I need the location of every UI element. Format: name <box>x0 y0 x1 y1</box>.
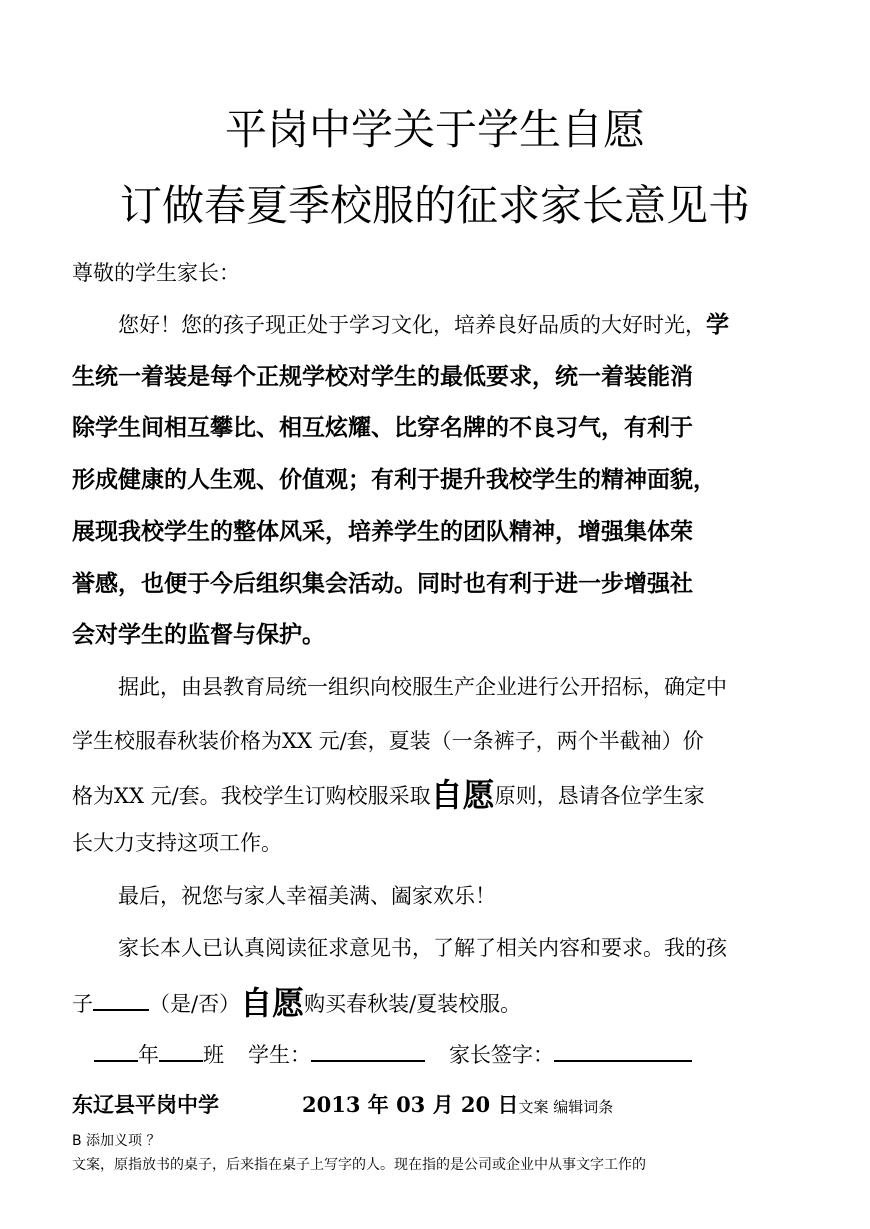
parent-sign-blank[interactable] <box>554 1038 692 1062</box>
paragraph-1-line-1-text: 您好！您的孩子现正处于学习文化，培养良好品质的大好时光， <box>118 313 706 337</box>
closing-line: 最后，祝您与家人幸福美满、阖家欢乐！ <box>118 884 496 908</box>
paragraph-2-line-2: 学生校服春秋装价格为XX 元/套，夏装（一条裤子，两个半截袖）价 <box>72 729 704 753</box>
class-blank[interactable] <box>159 1038 203 1062</box>
paragraph-2-line-3 <box>72 776 705 814</box>
confirm-line-2-post: 购买春秋装/夏装校服。 <box>304 992 522 1016</box>
paragraph-2-line-3-pre: 格为XX 元/套。我校学生订购校服采取 <box>72 784 431 808</box>
paragraph-1-line-7: 会对学生的监督与保护。 <box>72 622 325 648</box>
year-blank[interactable] <box>94 1038 138 1062</box>
paragraph-2-line-3-post: 原则，恳请各位学生家 <box>494 784 705 808</box>
confirm-line-2-mid: （是/否） <box>149 992 241 1016</box>
student-blank[interactable] <box>311 1038 425 1062</box>
year-label: 年 <box>138 1043 159 1067</box>
footer-school: 东辽县平岗中学 <box>72 1093 219 1117</box>
confirm-line-2-pre: 子 <box>72 992 93 1016</box>
paragraph-2-line-1: 据此，由县教育局统一组织向校服生产企业进行公开招标，确定中 <box>118 675 727 699</box>
paragraph-1-line-1 <box>72 310 729 340</box>
student-label: 学生： <box>248 1043 311 1067</box>
confirm-line-2 <box>72 984 522 1022</box>
footer-note-1: B 添加义项 ？ <box>72 1133 161 1149</box>
voluntary-emphasis-2: 自愿 <box>240 984 305 1022</box>
footer-date: 2013 年 03 月 20 日 <box>302 1092 519 1117</box>
form-line <box>72 1038 692 1070</box>
paragraph-1-line-3: 除学生间相互攀比、相互炫耀、比穿名牌的不良习气，有利于 <box>72 415 693 441</box>
footer-date-line <box>302 1090 613 1122</box>
paragraph-1-line-2: 生统一着装是每个正规学校对学生的最低要求，统一着装能消 <box>72 364 693 390</box>
voluntary-emphasis: 自愿 <box>430 776 495 814</box>
paragraph-1-line-4: 形成健康的人生观、价值观；有利于提升我校学生的精神面貌， <box>72 467 716 493</box>
footer-tag: 文案 编辑词条 <box>518 1098 614 1116</box>
class-label: 班 <box>203 1043 224 1067</box>
paragraph-2-line-4: 长大力支持这项工作。 <box>72 831 282 855</box>
confirm-line-1: 家长本人已认真阅读征求意见书，了解了相关内容和要求。我的孩 <box>118 936 727 960</box>
title-line-1: 平岗中学关于学生自愿 <box>224 105 645 154</box>
paragraph-1-line-5: 展现我校学生的整体风采，培养学生的团队精神，增强集体荣 <box>72 519 693 545</box>
salutation: 尊敬的学生家长： <box>72 261 240 285</box>
footer-note-2: 文案，原指放书的桌子，后来指在桌子上写字的人。现在指的是公司或企业中从事文字工作的 <box>72 1157 646 1173</box>
title-line-2: 订做春夏季校服的征求家长意见书 <box>119 181 750 230</box>
parent-sign-label: 家长签字： <box>449 1043 554 1067</box>
paragraph-1-line-6: 誉感，也便于今后组织集会活动。同时也有利于进一步增强社 <box>72 571 693 597</box>
paragraph-1-line-1-bold: 学 <box>706 312 729 338</box>
yes-no-blank[interactable] <box>93 987 149 1011</box>
